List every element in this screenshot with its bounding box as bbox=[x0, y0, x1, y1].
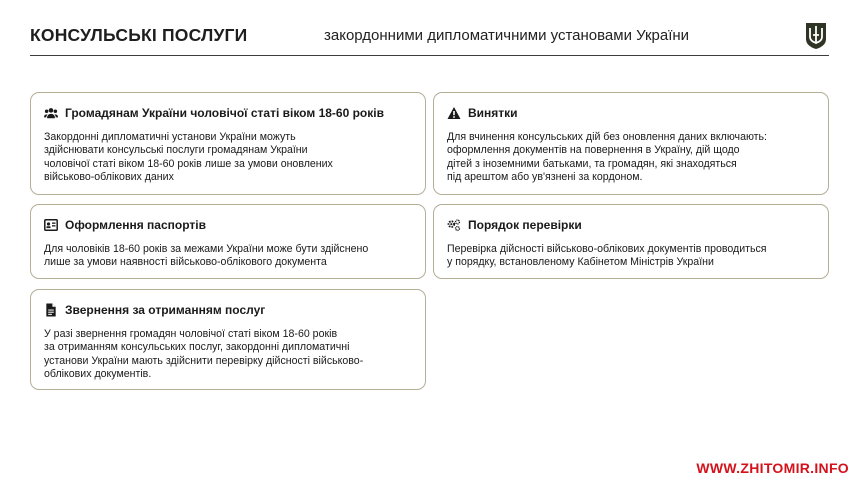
card-title: Громадянам України чоловічої статі віком 18-60 років bbox=[65, 106, 384, 120]
text-line: лише за умови наявності військово-облікового документа bbox=[44, 256, 327, 269]
page-title: КОНСУЛЬСЬКІ ПОСЛУГИ bbox=[30, 25, 248, 45]
text-line: Для чоловіків 18-60 років за межами України може бути здійснено bbox=[44, 243, 369, 255]
trident-emblem-icon bbox=[805, 22, 827, 50]
header bbox=[30, 22, 829, 56]
text-line: облікових документів. bbox=[44, 368, 152, 381]
card-text bbox=[44, 131, 333, 185]
text-line: військово-облікових даних bbox=[44, 171, 174, 184]
text-line: установи України мають здійснити перевірку дійсності військово- bbox=[44, 354, 364, 367]
card-title: Звернення за отриманням послуг bbox=[65, 303, 266, 317]
text-line: дітей з іноземними батьками, та громадян, які знаходяться bbox=[447, 157, 737, 170]
text-line: У разі звернення громадян чоловічої статі віком 18-60 років bbox=[44, 328, 338, 340]
text-line: здійснювати консульські послуги громадянам України bbox=[44, 144, 308, 157]
text-line: за отриманням консульських послуг, закордонні дипломатичні bbox=[44, 341, 350, 354]
card-exceptions bbox=[433, 92, 829, 195]
text-line: у порядку, встановленому Кабінетом Міністрів України bbox=[447, 256, 714, 269]
page-subtitle: закордонними дипломатичними установами України bbox=[324, 27, 690, 44]
card-title: Винятки bbox=[468, 106, 518, 120]
text-line: оформлення документів на повернення в Україну, дій щодо bbox=[447, 144, 740, 157]
text-line: під арештом або ув'язнені за кордоном. bbox=[447, 171, 643, 184]
card-text bbox=[44, 328, 363, 382]
text-line: Для вчинення консульських дій без оновлення даних включають: bbox=[447, 131, 767, 143]
text-line: чоловічої статі віком 18-60 років лише за умови оновлених bbox=[44, 157, 333, 170]
text-line: Закордонні дипломатичні установи України можуть bbox=[44, 131, 296, 143]
card-text bbox=[447, 131, 767, 185]
card-text bbox=[447, 243, 767, 270]
site-watermark: WWW.ZHITOMIR.INFO bbox=[696, 460, 849, 476]
people-icon bbox=[44, 106, 58, 120]
card-service-request bbox=[30, 289, 426, 390]
warning-icon bbox=[447, 106, 461, 120]
text-line: Перевірка дійсності військово-облікових документів проводиться bbox=[447, 243, 767, 255]
card-title: Оформлення паспортів bbox=[65, 218, 206, 232]
document-icon bbox=[44, 303, 58, 317]
card-men-18-60 bbox=[30, 92, 426, 195]
card-text bbox=[44, 243, 368, 270]
gears-icon bbox=[447, 218, 461, 232]
card-passports bbox=[30, 204, 426, 279]
card-verification-procedure bbox=[433, 204, 829, 279]
passport-icon bbox=[44, 218, 58, 232]
card-title: Порядок перевірки bbox=[468, 218, 582, 232]
